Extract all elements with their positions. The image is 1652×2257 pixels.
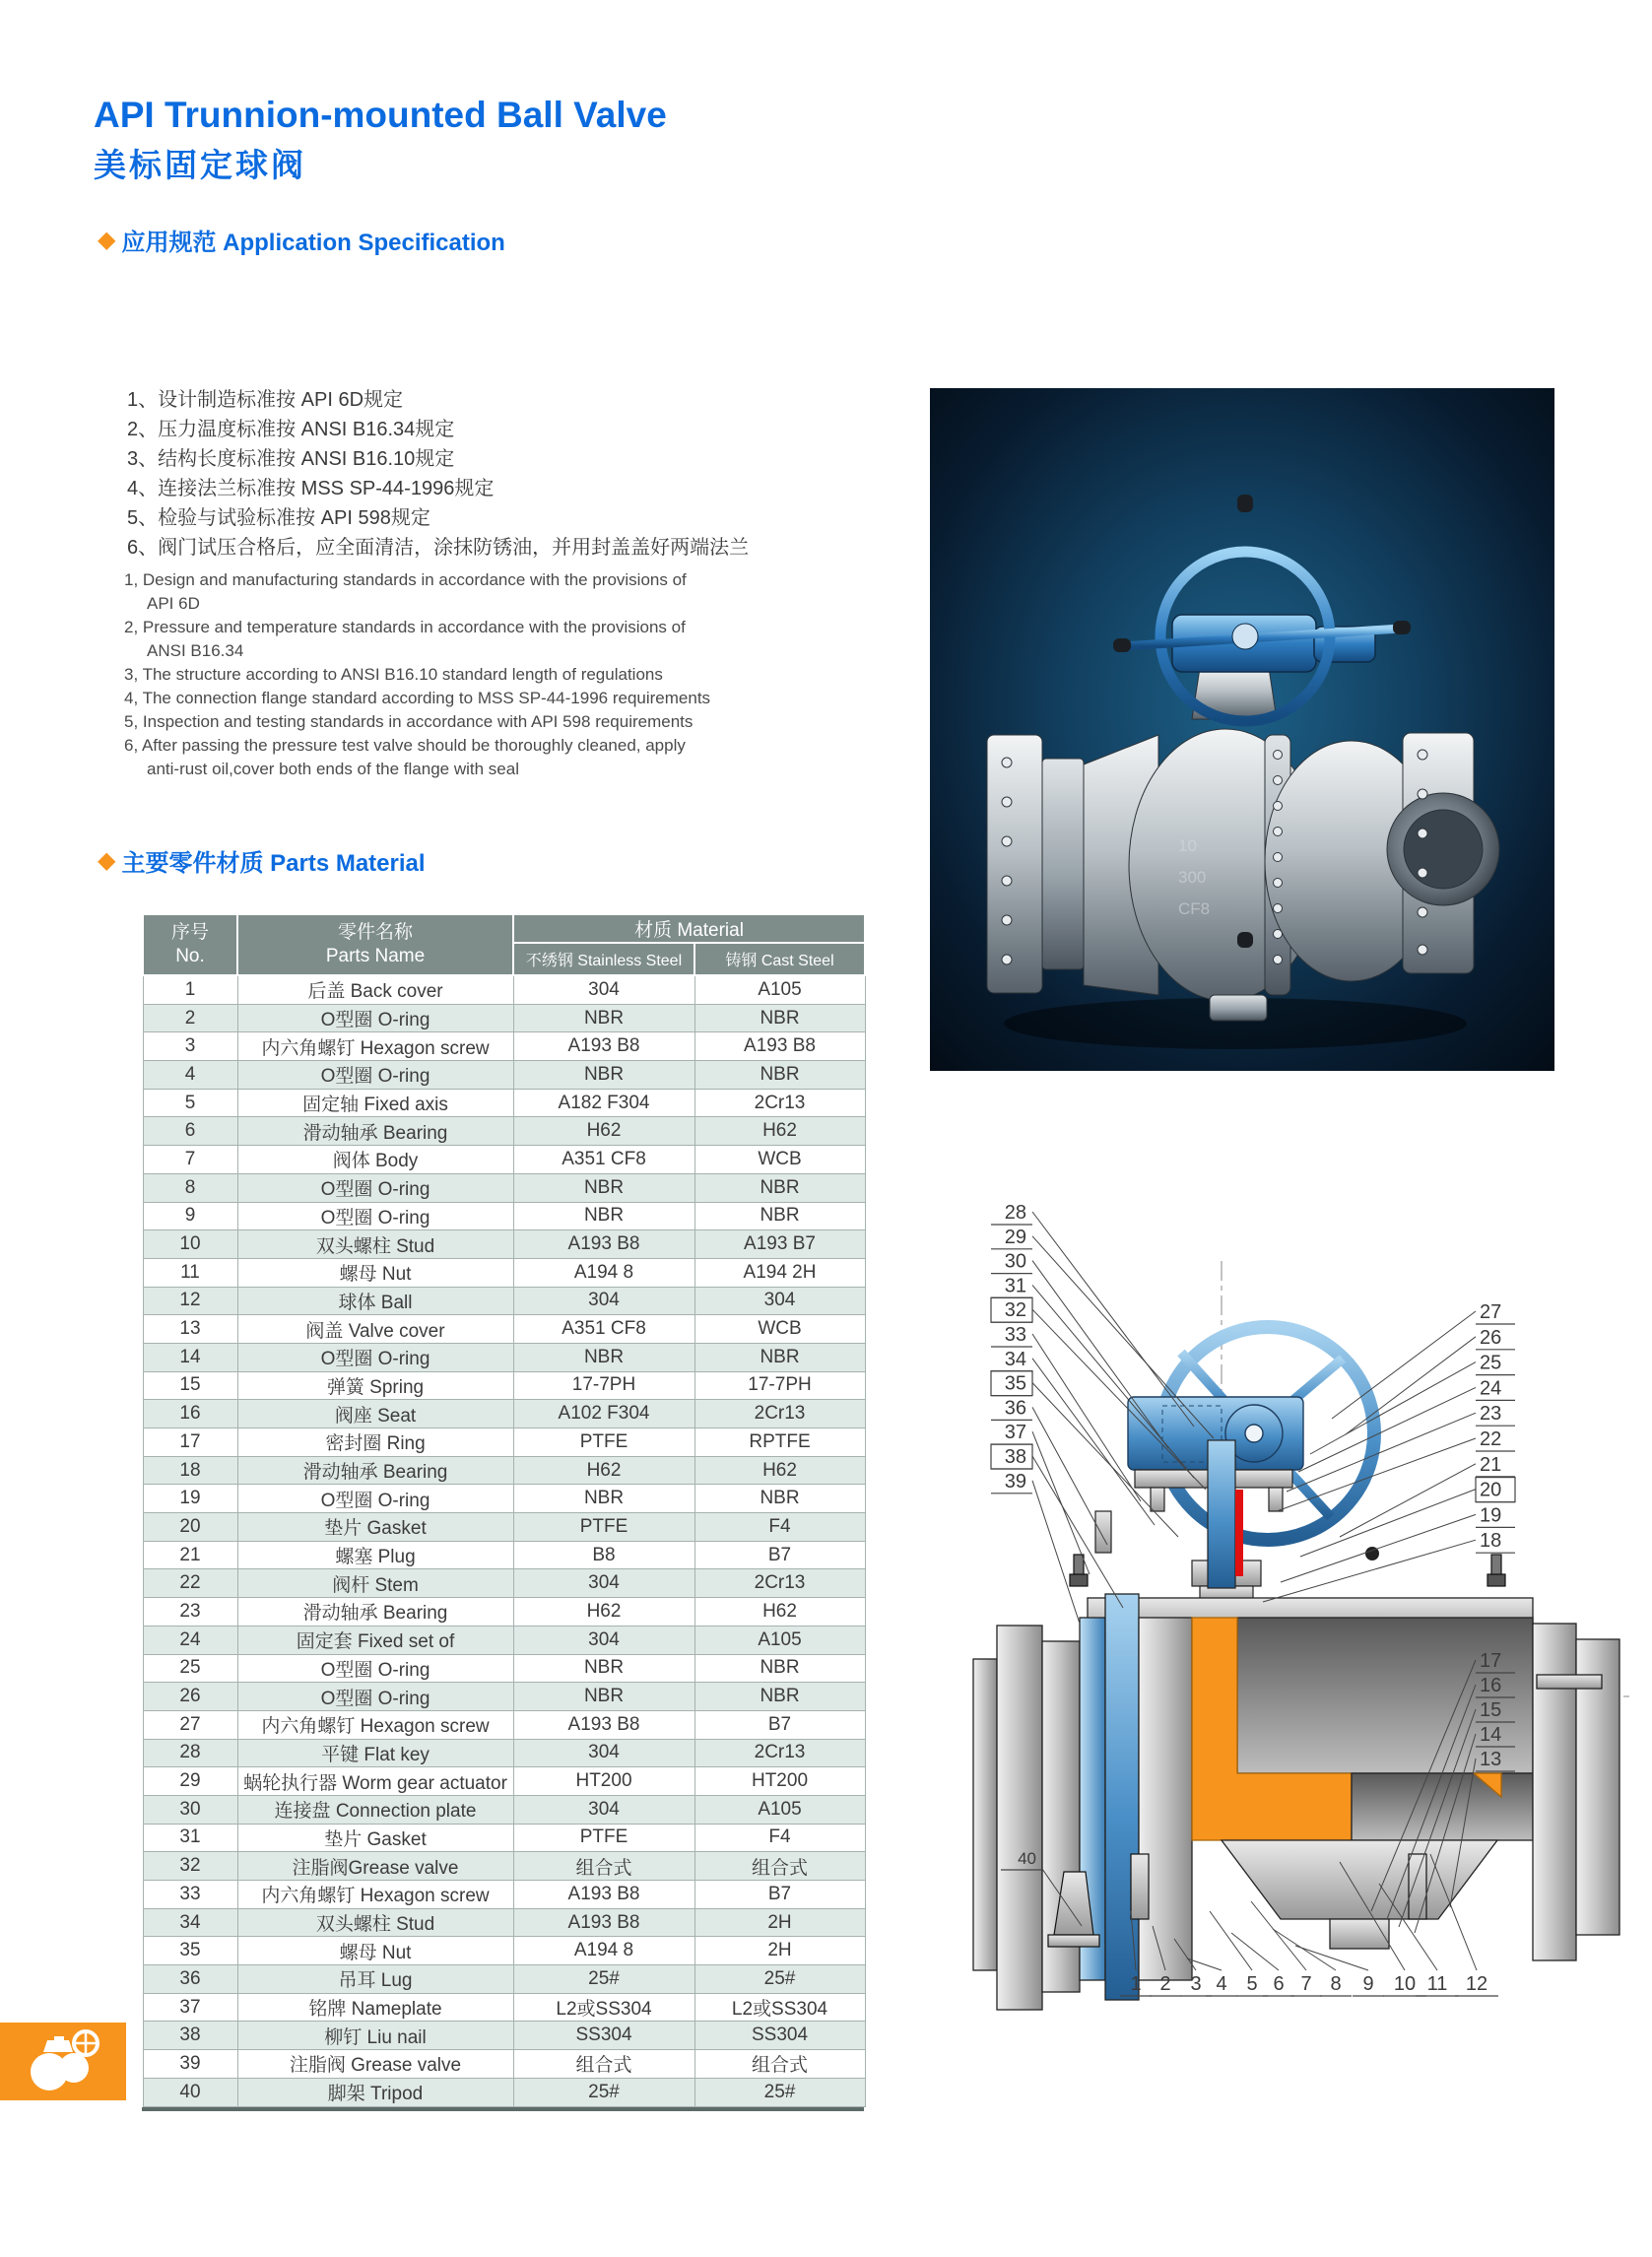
- page-title-en: API Trunnion-mounted Ball Valve: [94, 95, 667, 135]
- material-stainless: PTFE: [513, 1513, 694, 1542]
- application-item-zh: 4、连接法兰标准按 MSS SP-44-1996规定: [127, 478, 495, 499]
- table-row: [143, 1061, 865, 1090]
- material-cast: H62: [694, 1456, 865, 1485]
- diagram-callout-12: 12: [1465, 1973, 1488, 1995]
- row-no: 23: [143, 1598, 237, 1626]
- row-no: 19: [143, 1485, 237, 1513]
- table-row: [143, 1117, 865, 1146]
- material-cast: 25#: [694, 1965, 865, 1994]
- diagram-callout-27: 27: [1480, 1301, 1502, 1323]
- row-no: 18: [143, 1456, 237, 1485]
- table-row: [143, 1343, 865, 1371]
- application-item-en: 1, Design and manufacturing standards in accordance with the provisions of: [124, 570, 687, 589]
- part-name: 阀座 Seat: [237, 1400, 513, 1428]
- material-cast: A193 B7: [694, 1230, 865, 1259]
- row-no: 36: [143, 1965, 237, 1994]
- part-name: 内六角螺钉 Hexagon screw: [237, 1881, 513, 1909]
- material-stainless: A193 B8: [513, 1230, 694, 1259]
- table-row: [143, 1993, 865, 2022]
- row-no: 4: [143, 1061, 237, 1090]
- photo-marking: CF8: [1178, 899, 1211, 918]
- row-no: 9: [143, 1202, 237, 1230]
- material-stainless: H62: [513, 1117, 694, 1146]
- leader-line: [1032, 1261, 1168, 1448]
- leader-line: [1287, 1413, 1476, 1492]
- table-row: [143, 1315, 865, 1344]
- material-stainless: 304: [513, 1795, 694, 1824]
- col-header-name: 零件名称 Parts Name: [237, 914, 513, 975]
- diagram-callout-38: 38: [1004, 1446, 1026, 1468]
- diagram-callout-9: 9: [1362, 1973, 1374, 1995]
- material-cast: 304: [694, 1287, 865, 1315]
- material-stainless: SS304: [513, 2022, 694, 2050]
- material-stainless: A351 CF8: [513, 1315, 694, 1344]
- row-no: 15: [143, 1371, 237, 1400]
- part-name: 滑动轴承 Bearing: [237, 1456, 513, 1485]
- material-cast: NBR: [694, 1654, 865, 1683]
- part-name: 双头螺柱 Stud: [237, 1908, 513, 1937]
- part-name: 螺母 Nut: [237, 1258, 513, 1287]
- part-name: 平键 Flat key: [237, 1739, 513, 1767]
- part-name: 铭牌 Nameplate: [237, 1993, 513, 2022]
- material-stainless: L2或SS304: [513, 1993, 694, 2022]
- material-stainless: NBR: [513, 1061, 694, 1090]
- diagram-callout-10: 10: [1393, 1973, 1417, 1995]
- diagram-callout-22: 22: [1480, 1428, 1502, 1450]
- diagram-callout-26: 26: [1480, 1326, 1502, 1349]
- parts-table: [142, 913, 864, 2111]
- diagram-callout-37: 37: [1004, 1422, 1026, 1444]
- material-cast: B7: [694, 1881, 865, 1909]
- material-cast: 2Cr13: [694, 1569, 865, 1598]
- table-row: [143, 2050, 865, 2079]
- row-no: 8: [143, 1173, 237, 1202]
- material-stainless: 304: [513, 1626, 694, 1654]
- diamond-icon: ◆: [98, 846, 116, 874]
- table-row: [143, 1710, 865, 1739]
- row-no: 1: [143, 975, 237, 1004]
- row-no: 38: [143, 2022, 237, 2050]
- row-no: 14: [143, 1343, 237, 1371]
- table-row: [143, 1371, 865, 1400]
- diagram-callout-4: 4: [1216, 1973, 1227, 1995]
- material-stainless: PTFE: [513, 1824, 694, 1852]
- material-stainless: 304: [513, 1739, 694, 1767]
- part-name: 蜗轮执行器 Worm gear actuator: [237, 1767, 513, 1796]
- row-no: 40: [143, 2078, 237, 2106]
- material-cast: 2H: [694, 1937, 865, 1965]
- material-stainless: A194 8: [513, 1937, 694, 1965]
- material-cast: 2Cr13: [694, 1089, 865, 1117]
- part-name: 柳钉 Liu nail: [237, 2022, 513, 2050]
- leader-line: [1032, 1212, 1194, 1427]
- material-stainless: NBR: [513, 1485, 694, 1513]
- row-no: 11: [143, 1258, 237, 1287]
- part-name: 连接盘 Connection plate: [237, 1795, 513, 1824]
- table-row: [143, 1513, 865, 1542]
- table-row: [143, 1824, 865, 1852]
- page-title-zh: 美标固定球阀: [94, 147, 306, 183]
- material-cast: NBR: [694, 1004, 865, 1032]
- diagram-callout-16: 16: [1480, 1675, 1502, 1696]
- part-name: O型圈 O-ring: [237, 1343, 513, 1371]
- row-no: 24: [143, 1626, 237, 1654]
- part-name: O型圈 O-ring: [237, 1683, 513, 1711]
- table-row: [143, 1937, 865, 1965]
- diagram-callout-5: 5: [1246, 1973, 1258, 1995]
- table-row: [143, 1881, 865, 1909]
- diagram-callout-36: 36: [1004, 1397, 1026, 1420]
- table-row: [143, 1428, 865, 1457]
- row-no: 2: [143, 1004, 237, 1032]
- part-name: 螺母 Nut: [237, 1937, 513, 1965]
- material-cast: 2Cr13: [694, 1739, 865, 1767]
- material-cast: B7: [694, 1710, 865, 1739]
- diagram-callout-1: 1: [1130, 1973, 1142, 1995]
- material-cast: A105: [694, 975, 865, 1004]
- table-row: [143, 1654, 865, 1683]
- table-row: [143, 1400, 865, 1428]
- diagram-callout-2: 2: [1159, 1973, 1171, 1995]
- table-row: [143, 1456, 865, 1485]
- part-name: 阀盖 Valve cover: [237, 1315, 513, 1344]
- part-name: 密封圈 Ring: [237, 1428, 513, 1457]
- material-cast: A105: [694, 1626, 865, 1654]
- application-item-en: 3, The structure according to ANSI B16.10 standard length of regulations: [124, 665, 663, 684]
- table-row: [143, 1739, 865, 1767]
- diagram-callout-29: 29: [1004, 1226, 1026, 1248]
- part-name: 螺塞 Plug: [237, 1541, 513, 1569]
- row-no: 17: [143, 1428, 237, 1457]
- material-stainless: A193 B8: [513, 1710, 694, 1739]
- application-list-en: [124, 568, 711, 781]
- application-item-zh: 1、设计制造标准按 API 6D规定: [127, 389, 404, 411]
- row-no: 27: [143, 1710, 237, 1739]
- part-name: 滑动轴承 Bearing: [237, 1117, 513, 1146]
- part-name: 注脂阀 Grease valve: [237, 2050, 513, 2079]
- part-name: O型圈 O-ring: [237, 1173, 513, 1202]
- row-no: 22: [143, 1569, 237, 1598]
- part-name: O型圈 O-ring: [237, 1004, 513, 1032]
- leader-line: [1310, 1362, 1476, 1454]
- material-stainless: PTFE: [513, 1428, 694, 1457]
- table-row: [143, 1965, 865, 1994]
- diagram-callout-31: 31: [1004, 1275, 1026, 1297]
- material-stainless: NBR: [513, 1004, 694, 1032]
- table-row: [143, 1598, 865, 1626]
- row-no: 39: [143, 2050, 237, 2079]
- table-row: [143, 1683, 865, 1711]
- material-stainless: 25#: [513, 2078, 694, 2106]
- diagram-callout-25: 25: [1480, 1352, 1502, 1374]
- table-row: [143, 1908, 865, 1937]
- row-no: 25: [143, 1654, 237, 1683]
- material-stainless: NBR: [513, 1343, 694, 1371]
- material-cast: H62: [694, 1117, 865, 1146]
- diagram-callout-30: 30: [1004, 1250, 1026, 1273]
- diagram-callout-15: 15: [1480, 1699, 1502, 1721]
- table-row: [143, 1852, 865, 1881]
- part-name: 注脂阀Grease valve: [237, 1852, 513, 1881]
- material-cast: 17-7PH: [694, 1371, 865, 1400]
- diagram-callout-32: 32: [1004, 1299, 1026, 1322]
- leader-line: [1273, 1929, 1336, 1970]
- application-item-en: 5, Inspection and testing standards in accordance with API 598 requirements: [124, 712, 694, 731]
- material-cast: RPTFE: [694, 1428, 865, 1457]
- table-row: [143, 1541, 865, 1569]
- material-cast: SS304: [694, 2022, 865, 2050]
- part-name: 弹簧 Spring: [237, 1371, 513, 1400]
- table-row: [143, 1795, 865, 1824]
- part-name: 阀杆 Stem: [237, 1569, 513, 1598]
- application-item-en-cont: API 6D: [147, 594, 200, 613]
- section-parts-heading: [98, 843, 426, 878]
- part-name: 球体 Ball: [237, 1287, 513, 1315]
- diagram-body-section: [973, 1594, 1619, 2010]
- table-row: [143, 1767, 865, 1796]
- application-item-en: 6, After passing the pressure test valve should be thoroughly cleaned, apply: [124, 736, 686, 755]
- material-cast: NBR: [694, 1173, 865, 1202]
- material-cast: 2H: [694, 1908, 865, 1937]
- part-name: 阀体 Body: [237, 1146, 513, 1174]
- part-name: 垫片 Gasket: [237, 1513, 513, 1542]
- row-no: 32: [143, 1852, 237, 1881]
- diagram-callout-11: 11: [1426, 1973, 1448, 1995]
- diagram-callout-8: 8: [1330, 1973, 1342, 1995]
- diagram-callout-39: 39: [1004, 1470, 1026, 1493]
- row-no: 26: [143, 1683, 237, 1711]
- material-stainless: A193 B8: [513, 1881, 694, 1909]
- part-name: 吊耳 Lug: [237, 1965, 513, 1994]
- part-name: 固定套 Fixed set of: [237, 1626, 513, 1654]
- material-stainless: NBR: [513, 1173, 694, 1202]
- row-no: 7: [143, 1146, 237, 1174]
- material-cast: A105: [694, 1795, 865, 1824]
- leader-line: [1032, 1481, 1080, 1624]
- diamond-icon: ◆: [98, 226, 116, 253]
- table-row: [143, 2078, 865, 2106]
- material-cast: 2Cr13: [694, 1400, 865, 1428]
- row-no: 30: [143, 1795, 237, 1824]
- diagram-callout-34: 34: [1004, 1348, 1026, 1370]
- part-name: 固定轴 Fixed axis: [237, 1089, 513, 1117]
- material-stainless: H62: [513, 1456, 694, 1485]
- diagram-ball-slice: [1105, 1594, 1142, 2000]
- material-cast: HT200: [694, 1767, 865, 1796]
- row-no: 37: [143, 1993, 237, 2022]
- material-stainless: A351 CF8: [513, 1146, 694, 1174]
- material-cast: B7: [694, 1541, 865, 1569]
- diagram-callout-28: 28: [1004, 1202, 1026, 1224]
- material-cast: 25#: [694, 2078, 865, 2106]
- diagram-stem-seal: [1235, 1490, 1243, 1576]
- part-name: O型圈 O-ring: [237, 1485, 513, 1513]
- row-no: 16: [143, 1400, 237, 1428]
- table-row: [143, 1287, 865, 1315]
- table-row: [143, 1258, 865, 1287]
- application-item-zh: 5、检验与试验标准按 API 598规定: [127, 507, 430, 529]
- diagram-callout-14: 14: [1480, 1724, 1502, 1746]
- material-stainless: NBR: [513, 1654, 694, 1683]
- part-name: 垫片 Gasket: [237, 1824, 513, 1852]
- diagram-callout-33: 33: [1004, 1324, 1026, 1346]
- col-header-cast: 铸钢 Cast Steel: [694, 943, 865, 975]
- application-item-en-cont: ANSI B16.34: [147, 641, 244, 660]
- material-stainless: H62: [513, 1598, 694, 1626]
- material-stainless: 304: [513, 1287, 694, 1315]
- part-name: 双头螺柱 Stud: [237, 1230, 513, 1259]
- leader-line: [1298, 1387, 1476, 1472]
- part-name: O型圈 O-ring: [237, 1654, 513, 1683]
- table-row: [143, 1146, 865, 1174]
- diagram-callout-13: 13: [1480, 1749, 1502, 1770]
- material-cast: L2或SS304: [694, 1993, 865, 2022]
- material-stainless: NBR: [513, 1683, 694, 1711]
- part-name: 内六角螺钉 Hexagon screw: [237, 1710, 513, 1739]
- application-item-zh: 2、压力温度标准按 ANSI B16.34规定: [127, 419, 455, 440]
- row-no: 34: [143, 1908, 237, 1937]
- diagram-callout-18: 18: [1480, 1530, 1502, 1553]
- application-item-en-cont: anti-rust oil,cover both ends of the flange with seal: [147, 760, 519, 778]
- row-no: 13: [143, 1315, 237, 1344]
- diagram-callout-6: 6: [1273, 1973, 1285, 1995]
- diagram-callout-24: 24: [1480, 1377, 1502, 1400]
- row-no: 5: [143, 1089, 237, 1117]
- table-row: [143, 1485, 865, 1513]
- diagram-callout-20: 20: [1480, 1479, 1502, 1501]
- table-row: [143, 1202, 865, 1230]
- col-header-material: 材质 Material: [513, 914, 865, 943]
- material-cast: F4: [694, 1513, 865, 1542]
- leader-line: [1295, 1946, 1368, 1970]
- material-cast: H62: [694, 1598, 865, 1626]
- table-row: [143, 1032, 865, 1061]
- material-stainless: A182 F304: [513, 1089, 694, 1117]
- part-name: 滑动轴承 Bearing: [237, 1598, 513, 1626]
- material-cast: A194 2H: [694, 1258, 865, 1287]
- material-cast: WCB: [694, 1146, 865, 1174]
- application-item-zh: 6、阀门试压合格后，应全面清洁，涂抹防锈油，并用封盖盖好两端法兰: [127, 537, 750, 559]
- material-stainless: 组合式: [513, 1852, 694, 1881]
- material-cast: 组合式: [694, 2050, 865, 2079]
- photo-marking: 10: [1178, 836, 1197, 855]
- row-no: 21: [143, 1541, 237, 1569]
- application-item-en: 4, The connection flange standard according to MSS SP-44-1996 requirements: [124, 689, 711, 707]
- material-stainless: 17-7PH: [513, 1371, 694, 1400]
- material-stainless: 组合式: [513, 2050, 694, 2079]
- diagram-callout-17: 17: [1480, 1650, 1502, 1672]
- table-row: [143, 975, 865, 1004]
- material-stainless: A102 F304: [513, 1400, 694, 1428]
- material-cast: F4: [694, 1824, 865, 1852]
- col-header-stainless: 不绣钢 Stainless Steel: [513, 943, 694, 975]
- diagram-callout-7: 7: [1300, 1973, 1312, 1995]
- table-row: [143, 1230, 865, 1259]
- material-cast: NBR: [694, 1202, 865, 1230]
- material-stainless: A193 B8: [513, 1908, 694, 1937]
- parts-table-body: [143, 975, 865, 2106]
- part-name: 后盖 Back cover: [237, 975, 513, 1004]
- part-name: O型圈 O-ring: [237, 1202, 513, 1230]
- application-item-en: 2, Pressure and temperature standards in accordance with the provisions of: [124, 618, 686, 636]
- section-parts-title: 主要零件材质 Parts Material: [121, 850, 426, 877]
- table-row: [143, 1626, 865, 1654]
- photo-marking: 300: [1178, 868, 1207, 887]
- valve-photo: [930, 388, 1554, 1071]
- material-stainless: 25#: [513, 1965, 694, 1994]
- material-cast: NBR: [694, 1061, 865, 1090]
- logo-ball-valve: [0, 2023, 126, 2100]
- application-list-zh: [127, 385, 750, 563]
- valve-section-diagram: [936, 1133, 1640, 2069]
- part-name: 脚架 Tripod: [237, 2078, 513, 2106]
- material-cast: WCB: [694, 1315, 865, 1344]
- material-stainless: HT200: [513, 1767, 694, 1796]
- material-stainless: A193 B8: [513, 1032, 694, 1061]
- row-no: 12: [143, 1287, 237, 1315]
- row-no: 10: [143, 1230, 237, 1259]
- material-cast: A193 B8: [694, 1032, 865, 1061]
- col-header-no: 序号 No.: [143, 914, 237, 975]
- section-application-heading: [98, 223, 505, 257]
- section-application-title: 应用规范 Application Specification: [121, 230, 505, 256]
- row-no: 3: [143, 1032, 237, 1061]
- table-row: [143, 2022, 865, 2050]
- material-cast: NBR: [694, 1683, 865, 1711]
- row-no: 6: [143, 1117, 237, 1146]
- leader-line: [1210, 1911, 1252, 1970]
- material-cast: NBR: [694, 1485, 865, 1513]
- row-no: 28: [143, 1739, 237, 1767]
- row-no: 33: [143, 1881, 237, 1909]
- application-item-zh: 3、结构长度标准按 ANSI B16.10规定: [127, 448, 455, 470]
- table-row: [143, 1089, 865, 1117]
- diagram-callout-23: 23: [1480, 1403, 1502, 1426]
- diagram-callout-21: 21: [1480, 1453, 1502, 1476]
- part-name: O型圈 O-ring: [237, 1061, 513, 1090]
- material-stainless: 304: [513, 975, 694, 1004]
- part-name: 内六角螺钉 Hexagon screw: [237, 1032, 513, 1061]
- diagram-callout-19: 19: [1480, 1504, 1502, 1527]
- table-row: [143, 1173, 865, 1202]
- table-row: [143, 1004, 865, 1032]
- material-stainless: B8: [513, 1541, 694, 1569]
- leader-line: [1032, 1334, 1141, 1501]
- row-no: 29: [143, 1767, 237, 1796]
- diagram-callout-3: 3: [1190, 1973, 1202, 1995]
- row-no: 31: [143, 1824, 237, 1852]
- material-cast: NBR: [694, 1343, 865, 1371]
- row-no: 35: [143, 1937, 237, 1965]
- material-stainless: 304: [513, 1569, 694, 1598]
- table-row: [143, 1569, 865, 1598]
- diagram-callout-40: 40: [1018, 1849, 1036, 1868]
- row-no: 20: [143, 1513, 237, 1542]
- diagram-callout-35: 35: [1004, 1372, 1026, 1395]
- material-stainless: A194 8: [513, 1258, 694, 1287]
- material-cast: 组合式: [694, 1852, 865, 1881]
- material-stainless: NBR: [513, 1202, 694, 1230]
